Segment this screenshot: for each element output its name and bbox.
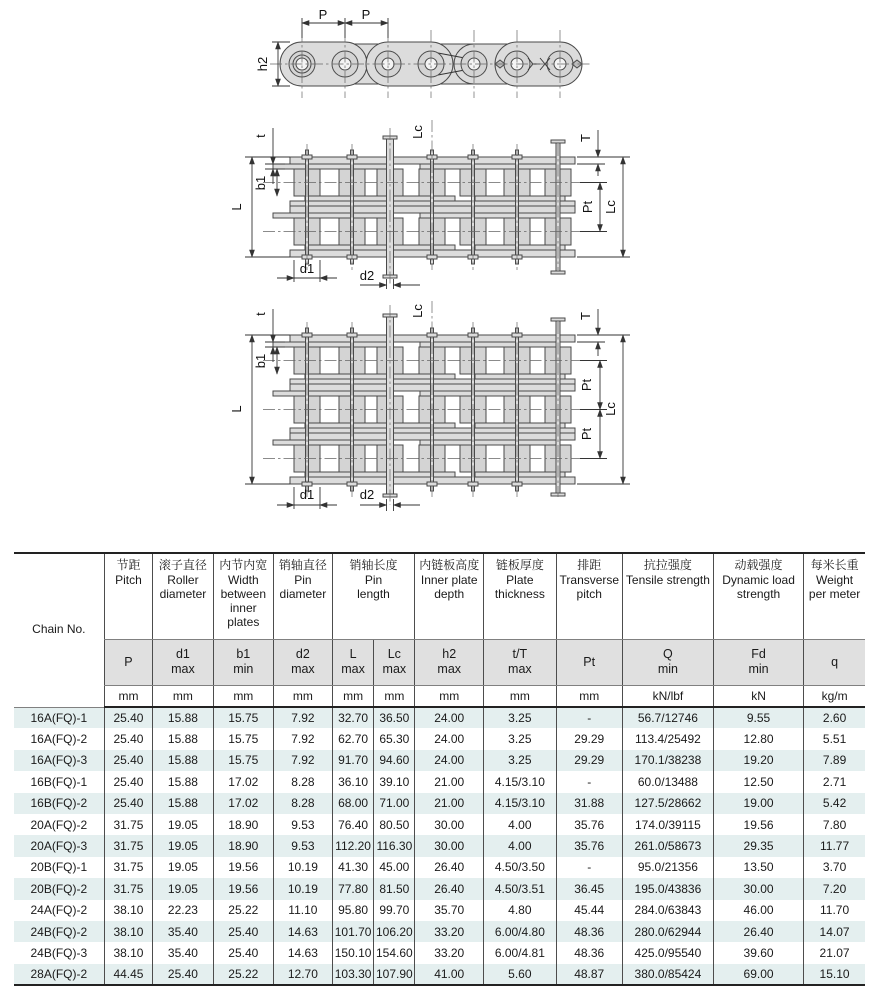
dim-label-pitch-1: P <box>318 7 328 22</box>
pin-length-l-cell: 32.70 <box>332 707 374 728</box>
tensile-strength-cell: 95.0/21356 <box>622 857 713 878</box>
inner-width-cell: 19.56 <box>213 878 273 899</box>
table-row <box>14 728 865 749</box>
header-symbols-row <box>14 639 865 685</box>
pin-length-l-cell: 112.20 <box>332 835 374 856</box>
table-row <box>14 878 865 899</box>
dim-label-L: L <box>229 203 244 211</box>
header-pin-len-en: Pin length <box>357 572 390 601</box>
table-row <box>14 900 865 921</box>
chain-no-cell: 24B(FQ)-3 <box>30 945 88 960</box>
dynamic-load-cell: 12.50 <box>713 771 803 792</box>
pin-length-lc-cell: 99.70 <box>374 900 415 921</box>
roller-diameter-cell: 19.05 <box>153 835 213 856</box>
transverse-pitch-cell: 31.88 <box>556 793 622 814</box>
unit-d1: mm <box>153 685 213 707</box>
symbol-Fd: Fd min <box>713 639 803 685</box>
unit-b1: mm <box>213 685 273 707</box>
inner-width-cell: 15.75 <box>213 750 273 771</box>
header-pitch-en: Pitch <box>115 572 142 587</box>
roller-diameter-cell: 15.88 <box>153 728 213 749</box>
pitch-cell: 25.40 <box>104 707 153 728</box>
header-tensile-strength <box>622 553 713 639</box>
table-row <box>14 857 865 878</box>
dim-label-h2: h2 <box>255 56 270 72</box>
pin-length-l-cell: 91.70 <box>332 750 374 771</box>
pitch-cell: 38.10 <box>104 900 153 921</box>
dynamic-load-cell: 19.20 <box>713 750 803 771</box>
chain-no-cell: 24A(FQ)-2 <box>30 903 88 918</box>
plate-thickness-cell: 5.60 <box>484 964 556 985</box>
transverse-pitch-cell: 36.45 <box>556 878 622 899</box>
header-weight <box>804 553 865 639</box>
plate-depth-cell: 35.70 <box>415 900 484 921</box>
tensile-strength-cell: 113.4/25492 <box>622 728 713 749</box>
header-inner-width <box>213 553 273 639</box>
pin-length-l-cell: 62.70 <box>332 728 374 749</box>
header-plate-thickness <box>484 553 556 639</box>
symbol-Q: Q min <box>622 639 713 685</box>
plate-depth-cell: 33.20 <box>415 921 484 942</box>
inner-width-cell: 17.02 <box>213 793 273 814</box>
pin-length-lc-cell: 39.10 <box>374 771 415 792</box>
weight-cell: 11.77 <box>804 835 865 856</box>
unit-Q: kN/lbf <box>622 685 713 707</box>
header-pitch-cn: 节距 <box>116 558 141 572</box>
plate-thickness-cell: 4.00 <box>484 814 556 835</box>
transverse-pitch-cell: 48.87 <box>556 964 622 985</box>
tensile-strength-cell: 284.0/63843 <box>622 900 713 921</box>
table-row <box>14 750 865 771</box>
roller-diameter-cell: 15.88 <box>153 793 213 814</box>
header-pitch <box>104 553 153 639</box>
symbol-Lc: Lc max <box>374 639 415 685</box>
chain-no-cell: 16A(FQ)-3 <box>30 753 88 768</box>
pin-diameter-cell: 9.53 <box>274 835 333 856</box>
pin-length-l-cell: 95.80 <box>332 900 374 921</box>
weight-cell: 3.70 <box>804 857 865 878</box>
plate-thickness-cell: 6.00/4.80 <box>484 921 556 942</box>
dynamic-load-cell: 46.00 <box>713 900 803 921</box>
pin-length-l-cell: 76.40 <box>332 814 374 835</box>
chain-no-cell: 28A(FQ)-2 <box>30 966 88 981</box>
pitch-cell: 31.75 <box>104 878 153 899</box>
chain-spec-table <box>14 552 865 986</box>
header-inner-width-cn: 内节内宽 <box>219 558 268 572</box>
transverse-pitch-cell: - <box>556 857 622 878</box>
roller-diameter-cell: 35.40 <box>153 942 213 963</box>
header-transverse-pitch <box>556 553 622 639</box>
unit-q: kg/m <box>804 685 865 707</box>
header-roller-en: Roller diameter <box>159 572 207 601</box>
symbol-h2: h2 max <box>415 639 484 685</box>
dim-label-lc-top: Lc <box>410 125 425 139</box>
header-pin-dia-en: Pin diameter <box>279 572 327 601</box>
pitch-cell: 44.45 <box>104 964 153 985</box>
tensile-strength-cell: 380.0/85424 <box>622 964 713 985</box>
pin-length-lc-cell: 71.00 <box>374 793 415 814</box>
transverse-pitch-cell: - <box>556 771 622 792</box>
weight-cell: 2.71 <box>804 771 865 792</box>
transverse-pitch-cell: 48.36 <box>556 921 622 942</box>
table-row <box>14 814 865 835</box>
pin-length-l-cell: 150.10 <box>332 942 374 963</box>
weight-cell: 7.20 <box>804 878 865 899</box>
dim-label-L: L <box>229 405 244 413</box>
roller-diameter-cell: 19.05 <box>153 814 213 835</box>
chain-no-cell: 16B(FQ)-2 <box>30 796 88 811</box>
symbol-P: P <box>104 639 153 685</box>
table-row <box>14 707 865 728</box>
unit-L: mm <box>332 685 374 707</box>
dim-label-d1: d1 <box>299 487 315 502</box>
dim-label-pt: Pt <box>580 200 595 214</box>
roller-diameter-cell: 19.05 <box>153 857 213 878</box>
pin-diameter-cell: 14.63 <box>274 921 333 942</box>
chain-no-cell: 16B(FQ)-1 <box>30 774 88 789</box>
pin-length-lc-cell: 45.00 <box>374 857 415 878</box>
pin-length-lc-cell: 94.60 <box>374 750 415 771</box>
dim-label-d1: d1 <box>299 261 315 276</box>
dim-label-b1: b1 <box>253 175 268 191</box>
transverse-pitch-cell: 45.44 <box>556 900 622 921</box>
chain-no-cell: 16A(FQ)-1 <box>30 710 88 725</box>
weight-cell: 7.80 <box>804 814 865 835</box>
symbol-q: q <box>804 639 865 685</box>
pin-length-lc-cell: 36.50 <box>374 707 415 728</box>
pitch-cell: 25.40 <box>104 793 153 814</box>
plate-depth-cell: 26.40 <box>415 857 484 878</box>
table-row <box>14 964 865 985</box>
pin-diameter-cell: 8.28 <box>274 793 333 814</box>
plate-depth-cell: 33.20 <box>415 942 484 963</box>
symbol-d1: d1 max <box>153 639 213 685</box>
weight-cell: 5.42 <box>804 793 865 814</box>
pin-length-l-cell: 41.30 <box>332 857 374 878</box>
header-dynamic-en: Dynamic load strength <box>722 572 795 601</box>
plate-depth-cell: 30.00 <box>415 835 484 856</box>
duplex-chain-diagram <box>215 112 640 297</box>
dynamic-load-cell: 29.35 <box>713 835 803 856</box>
inner-width-cell: 25.40 <box>213 921 273 942</box>
chain-no-cell: 20A(FQ)-3 <box>30 839 88 854</box>
plate-depth-cell: 24.00 <box>415 728 484 749</box>
pitch-cell: 31.75 <box>104 835 153 856</box>
chain-no-cell: 20B(FQ)-2 <box>30 881 88 896</box>
pin-diameter-cell: 11.10 <box>274 900 333 921</box>
transverse-pitch-cell: 35.76 <box>556 814 622 835</box>
roller-diameter-cell: 19.05 <box>153 878 213 899</box>
dim-label-lc-right: Lc <box>603 402 618 416</box>
table-row <box>14 921 865 942</box>
chain-no-cell: 16A(FQ)-2 <box>30 732 88 747</box>
symbol-b1: b1 min <box>213 639 273 685</box>
inner-width-cell: 18.90 <box>213 814 273 835</box>
plate-depth-cell: 41.00 <box>415 964 484 985</box>
centerlines <box>270 30 590 98</box>
chain-side-view-diagram <box>240 6 600 101</box>
plate-thickness-cell: 3.25 <box>484 750 556 771</box>
weight-cell: 2.60 <box>804 707 865 728</box>
header-dynamic-cn: 动载强度 <box>734 558 783 572</box>
plate-thickness-cell: 4.50/3.51 <box>484 878 556 899</box>
dim-label-pt1: Pt <box>579 378 594 392</box>
transverse-pitch-cell: - <box>556 707 622 728</box>
pin-diameter-cell: 7.92 <box>274 707 333 728</box>
transverse-pitch-cell: 48.36 <box>556 942 622 963</box>
plate-depth-cell: 26.40 <box>415 878 484 899</box>
dynamic-load-cell: 39.60 <box>713 942 803 963</box>
pitch-cell: 38.10 <box>104 921 153 942</box>
pin-length-lc-cell: 106.20 <box>374 921 415 942</box>
header-dynamic-load <box>713 553 803 639</box>
table-row <box>14 835 865 856</box>
pin-length-lc-cell: 65.30 <box>374 728 415 749</box>
inner-width-cell: 25.40 <box>213 942 273 963</box>
plate-depth-cell: 30.00 <box>415 814 484 835</box>
dim-label-pt2: Pt <box>579 427 594 441</box>
plate-thickness-cell: 6.00/4.81 <box>484 942 556 963</box>
tensile-strength-cell: 60.0/13488 <box>622 771 713 792</box>
pin-diameter-cell: 7.92 <box>274 750 333 771</box>
roller-diameter-cell: 25.40 <box>153 964 213 985</box>
dim-label-T: T <box>578 134 593 142</box>
pitch-cell: 31.75 <box>104 857 153 878</box>
inner-width-cell: 19.56 <box>213 857 273 878</box>
header-units-row <box>14 685 865 707</box>
pin-diameter-cell: 8.28 <box>274 771 333 792</box>
pin-diameter-cell: 12.70 <box>274 964 333 985</box>
dim-label-lc-right: Lc <box>603 200 618 214</box>
plate-thickness-cell: 4.15/3.10 <box>484 771 556 792</box>
dynamic-load-cell: 19.00 <box>713 793 803 814</box>
unit-Pt: mm <box>556 685 622 707</box>
dynamic-load-cell: 26.40 <box>713 921 803 942</box>
pin-length-lc-cell: 81.50 <box>374 878 415 899</box>
pitch-cell: 31.75 <box>104 814 153 835</box>
header-plate-thick-cn: 链板厚度 <box>495 558 544 572</box>
header-names-row <box>14 553 865 639</box>
symbol-Pt: Pt <box>556 639 622 685</box>
triplex-chain-diagram <box>215 295 640 543</box>
plate-thickness-cell: 3.25 <box>484 728 556 749</box>
header-pin-dia-cn: 销轴直径 <box>278 558 327 572</box>
plate-thickness-cell: 4.80 <box>484 900 556 921</box>
header-tensile-cn: 抗拉强度 <box>643 558 692 572</box>
pin-length-lc-cell: 80.50 <box>374 814 415 835</box>
plate-depth-cell: 24.00 <box>415 707 484 728</box>
symbol-L: L max <box>332 639 374 685</box>
header-roller-cn: 滚子直径 <box>158 558 207 572</box>
pin-length-l-cell: 36.10 <box>332 771 374 792</box>
tensile-strength-cell: 170.1/38238 <box>622 750 713 771</box>
weight-cell: 5.51 <box>804 728 865 749</box>
dynamic-load-cell: 69.00 <box>713 964 803 985</box>
header-inner-width-en: Width between inner plates <box>220 572 266 629</box>
chain-no-cell: 20B(FQ)-1 <box>30 860 88 875</box>
weight-cell: 14.07 <box>804 921 865 942</box>
pin-length-l-cell: 103.30 <box>332 964 374 985</box>
plate-thickness-cell: 4.50/3.50 <box>484 857 556 878</box>
dim-label-t: t <box>253 134 268 138</box>
tensile-strength-cell: 425.0/95540 <box>622 942 713 963</box>
dim-label-T: T <box>578 312 593 320</box>
header-weight-en: Weight per meter <box>808 572 861 601</box>
roller-diameter-cell: 15.88 <box>153 771 213 792</box>
table-row <box>14 942 865 963</box>
chain-no-header: Chain No. <box>14 553 104 707</box>
dynamic-load-cell: 13.50 <box>713 857 803 878</box>
inner-width-cell: 17.02 <box>213 771 273 792</box>
pin-length-lc-cell: 107.90 <box>374 964 415 985</box>
roller-diameter-cell: 15.88 <box>153 750 213 771</box>
unit-tT: mm <box>484 685 556 707</box>
weight-cell: 15.10 <box>804 964 865 985</box>
pitch-cell: 38.10 <box>104 942 153 963</box>
pitch-cell: 25.40 <box>104 728 153 749</box>
roller-diameter-cell: 22.23 <box>153 900 213 921</box>
plate-thickness-cell: 4.15/3.10 <box>484 793 556 814</box>
pin-diameter-cell: 14.63 <box>274 942 333 963</box>
plate-depth-cell: 21.00 <box>415 793 484 814</box>
inner-width-cell: 15.75 <box>213 707 273 728</box>
weight-cell: 11.70 <box>804 900 865 921</box>
dim-label-t: t <box>253 312 268 316</box>
pitch-cell: 25.40 <box>104 771 153 792</box>
table-body <box>14 707 865 985</box>
table-row <box>14 771 865 792</box>
header-trans-pitch-en: Transverse pitch <box>559 572 620 601</box>
unit-P: mm <box>104 685 153 707</box>
pin-length-l-cell: 77.80 <box>332 878 374 899</box>
header-pin-length <box>332 553 415 639</box>
tensile-strength-cell: 280.0/62944 <box>622 921 713 942</box>
pin-length-lc-cell: 116.30 <box>374 835 415 856</box>
dynamic-load-cell: 12.80 <box>713 728 803 749</box>
inner-width-cell: 18.90 <box>213 835 273 856</box>
header-plate-thick-en: Plate thickness <box>494 572 545 601</box>
table-row <box>14 793 865 814</box>
tensile-strength-cell: 261.0/58673 <box>622 835 713 856</box>
plate-depth-cell: 24.00 <box>415 750 484 771</box>
tensile-strength-cell: 174.0/39115 <box>622 814 713 835</box>
dim-label-d2: d2 <box>359 487 375 502</box>
dynamic-load-cell: 9.55 <box>713 707 803 728</box>
transverse-pitch-cell: 35.76 <box>556 835 622 856</box>
header-weight-cn: 每米长重 <box>810 558 859 572</box>
dynamic-load-cell: 19.56 <box>713 814 803 835</box>
header-plate-depth-en: Inner plate depth <box>420 572 478 601</box>
weight-cell: 21.07 <box>804 942 865 963</box>
unit-d2: mm <box>274 685 333 707</box>
symbol-tT: t/T max <box>484 639 556 685</box>
transverse-pitch-cell: 29.29 <box>556 728 622 749</box>
unit-h2: mm <box>415 685 484 707</box>
tensile-strength-cell: 127.5/28662 <box>622 793 713 814</box>
transverse-pitch-cell: 29.29 <box>556 750 622 771</box>
plate-thickness-cell: 4.00 <box>484 835 556 856</box>
dim-label-d2: d2 <box>359 268 375 283</box>
plate-depth-cell: 21.00 <box>415 771 484 792</box>
header-plate-depth-cn: 内链板高度 <box>419 558 480 572</box>
chain-no-cell: 20A(FQ)-2 <box>30 817 88 832</box>
unit-Lc: mm <box>374 685 415 707</box>
pin-length-l-cell: 101.70 <box>332 921 374 942</box>
dynamic-load-cell: 30.00 <box>713 878 803 899</box>
header-pin-len-cn: 销轴长度 <box>349 558 398 572</box>
weight-cell: 7.89 <box>804 750 865 771</box>
pin-length-l-cell: 68.00 <box>332 793 374 814</box>
inner-width-cell: 25.22 <box>213 900 273 921</box>
tensile-strength-cell: 195.0/43836 <box>622 878 713 899</box>
roller-diameter-cell: 35.40 <box>153 921 213 942</box>
header-roller-diameter <box>153 553 213 639</box>
pin-diameter-cell: 9.53 <box>274 814 333 835</box>
pin-diameter-cell: 7.92 <box>274 728 333 749</box>
pin-diameter-cell: 10.19 <box>274 857 333 878</box>
tensile-strength-cell: 56.7/12746 <box>622 707 713 728</box>
header-trans-pitch-cn: 排距 <box>577 558 602 572</box>
pin-diameter-cell: 10.19 <box>274 878 333 899</box>
header-tensile-en: Tensile strength <box>625 572 710 587</box>
header-inner-plate-depth <box>415 553 484 639</box>
dim-label-pitch-2: P <box>361 7 371 22</box>
roller-diameter-cell: 15.88 <box>153 707 213 728</box>
unit-Fd: kN <box>713 685 803 707</box>
pin-length-lc-cell: 154.60 <box>374 942 415 963</box>
inner-width-cell: 15.75 <box>213 728 273 749</box>
symbol-d2: d2 max <box>274 639 333 685</box>
chain-no-cell: 24B(FQ)-2 <box>30 924 88 939</box>
plate-thickness-cell: 3.25 <box>484 707 556 728</box>
header-pin-diameter <box>274 553 333 639</box>
inner-width-cell: 25.22 <box>213 964 273 985</box>
dim-label-lc-top: Lc <box>410 304 425 318</box>
pitch-cell: 25.40 <box>104 750 153 771</box>
dim-label-b1: b1 <box>253 353 268 369</box>
